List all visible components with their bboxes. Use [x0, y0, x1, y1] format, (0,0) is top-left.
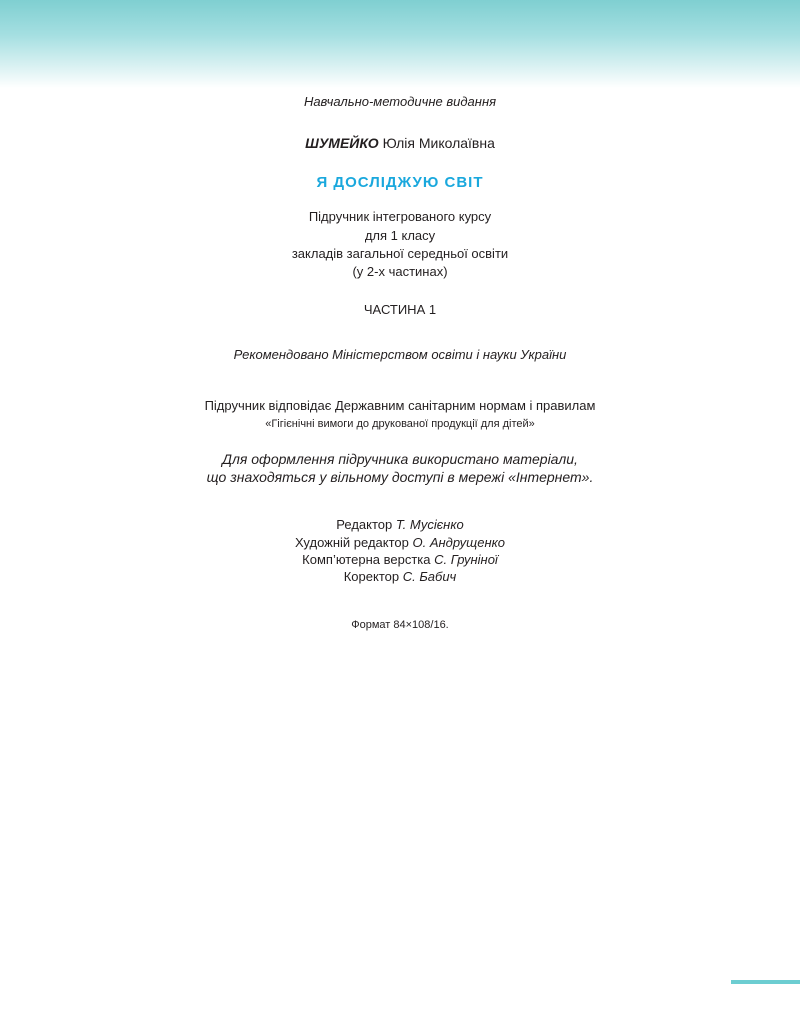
internet-note-line-2: що знаходяться у вільному доступі в мережі «Інтернет».	[206, 469, 594, 485]
credit-art-editor	[0, 534, 800, 551]
credit-role: Редактор	[336, 517, 396, 532]
edition-type: Навчально-методичне видання	[303, 94, 497, 109]
book-title: Я ДОСЛІДЖУЮ СВІТ	[316, 174, 484, 191]
compliance-line-1: Підручник відповідає Державним санітарним нормам і правилам	[204, 398, 596, 413]
description-line-2: для 1 класу	[364, 228, 436, 243]
description-line-3: закладів загальної середньої освіти	[291, 246, 509, 261]
bottom-accent-rule	[731, 980, 800, 984]
author-surname: ШУМЕЙКО	[305, 135, 379, 151]
recommendation: Рекомендовано Міністерством освіти і науки України	[233, 347, 567, 362]
credit-name: Т. Мусієнко	[395, 517, 464, 532]
credit-proofreader	[0, 568, 800, 585]
internet-note-line-1: Для оформлення підручника використано матеріали,	[222, 451, 578, 467]
credit-editor	[0, 516, 800, 533]
credit-name: С. Бабич	[402, 569, 457, 584]
credit-role: Комп’ютерна верстка	[302, 552, 435, 567]
header-band	[0, 0, 800, 88]
description-line-4: (у 2-х частинах)	[352, 264, 448, 279]
credit-name: С. Груніної	[434, 552, 498, 567]
credit-role: Художній редактор	[295, 535, 413, 550]
part-label: ЧАСТИНА 1	[363, 302, 437, 317]
author-given-names: Юлія Миколаївна	[378, 135, 495, 151]
description-line-1: Підручник інтегрованого курсу	[308, 209, 492, 224]
format-info: Формат 84×108/16.	[351, 619, 449, 631]
author-line	[0, 135, 800, 152]
compliance-line-2: «Гігієнічні вимоги до друкованої продукції для дітей»	[265, 418, 535, 430]
credit-name: О. Андрущенко	[412, 535, 505, 550]
credit-layout	[0, 551, 800, 568]
credit-role: Коректор	[343, 569, 403, 584]
